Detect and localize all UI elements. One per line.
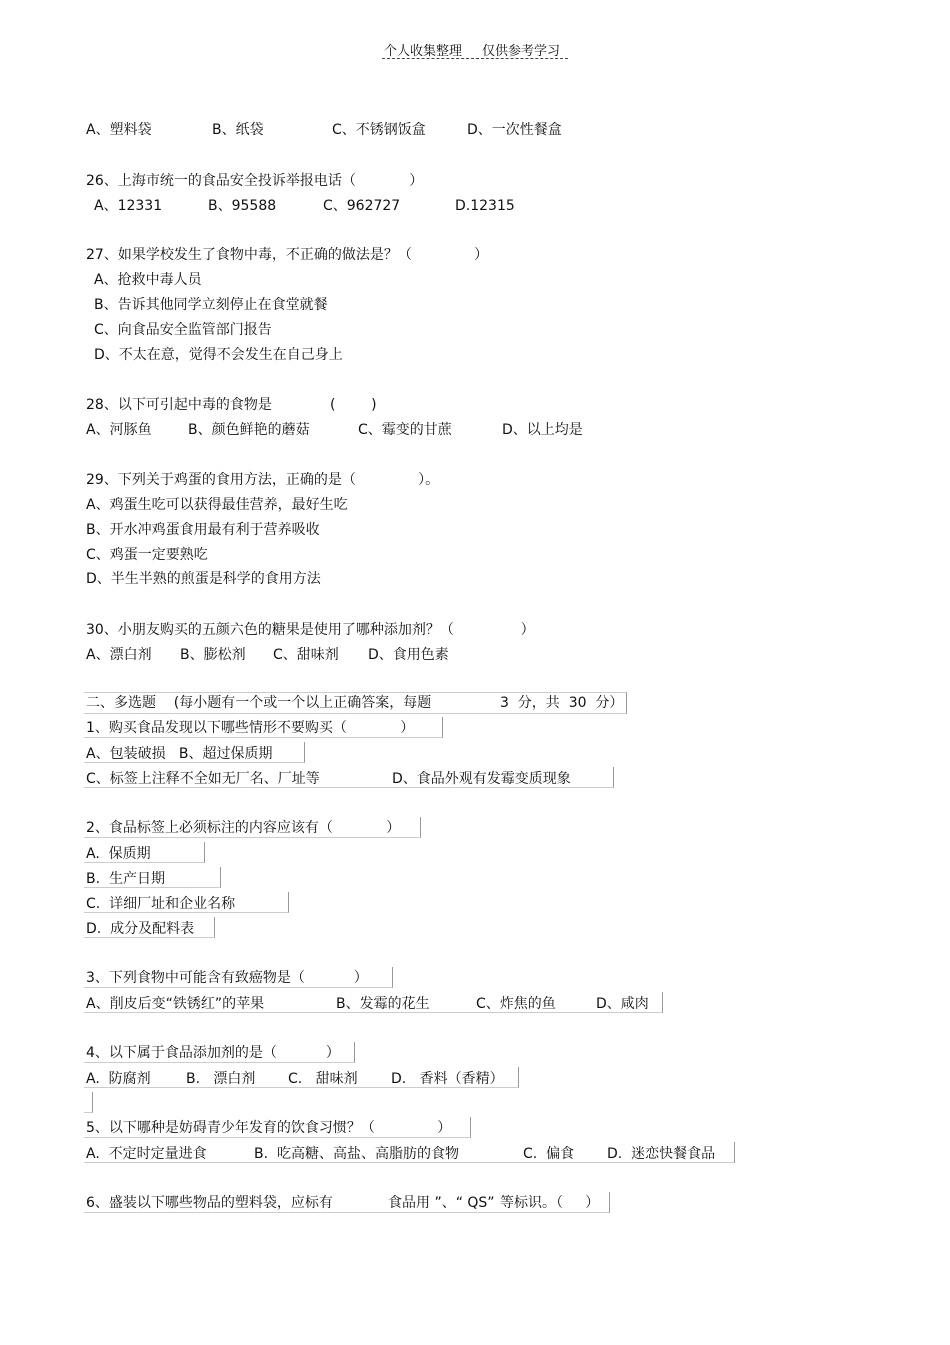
q29-option-d: D、半生半熟的煎蛋是科学的食用方法 [86,571,321,587]
q27-stem: 27、如果学校发生了食物中毒，不正确的做法是？（ ） [86,247,489,263]
q27-option-d: D、不太在意，觉得不会发生在自己身上 [94,347,343,363]
m6-stem: 6、盛装以下哪些物品的塑料袋，应标有 [86,1195,333,1211]
q25-option-c: C、不锈钢饭盒 [332,122,426,138]
page-header [382,40,568,59]
q26-option-a: A、12331 [94,198,163,214]
m2-option-d: D. 成分及配料表 [86,921,195,937]
header-left-text: 个人收集整理 [384,44,463,59]
q25-option-d: D、一次性餐盒 [467,122,562,138]
m4-option-a: A. 防腐剂 [86,1071,151,1087]
m5-option-c: C. 偏食 [523,1146,575,1162]
q28-option-d: D、以上均是 [502,422,583,438]
m5-stem: 5、以下哪种是妨碍青少年发育的饮食习惯？（ ） [86,1120,452,1136]
q30-stem: 30、小朋友购买的五颜六色的糖果是使用了哪种添加剂？（ ） [86,622,535,638]
m4-option-b: B. 漂白剂 [186,1071,256,1087]
q30-option-d: D、食用色素 [368,647,449,663]
m1-option-ab: A、包装破损 B、超过保质期 [86,746,273,762]
m3-option-c: C、炸焦的鱼 [476,996,556,1012]
m2-option-c: C. 详细厂址和企业名称 [86,896,236,912]
q26-stem: 26、上海市统一的食品安全投诉举报电话（ ） [86,173,424,189]
m3-stem: 3、下列食物中可能含有致癌物是（ ） [86,970,368,986]
q28-answer-paren: ( ) [330,397,377,413]
q26-option-d: D.12315 [455,198,515,214]
q30-option-a: A、漂白剂 [86,647,152,663]
m4-stem: 4、以下属于食品添加剂的是（ ） [86,1045,340,1061]
header-right-text: 仅供参考学习 [482,44,561,59]
q29-option-c: C、鸡蛋一定要熟吃 [86,547,208,563]
q27-option-b: B、告诉其他同学立刻停止在食堂就餐 [94,297,328,313]
q30-option-c: C、甜味剂 [273,647,339,663]
m2-option-a: A. 保质期 [86,846,151,862]
q26-option-c: C、962727 [323,198,401,214]
m1-option-c: C、标签上注释不全如无厂名、厂址等 [86,771,320,787]
m4-empty-box [84,1092,93,1113]
q26-option-b: B、95588 [208,198,277,214]
m5-option-d: D. 迷恋快餐食品 [607,1146,716,1162]
section2-score: 3 分，共 30 分） [500,695,624,711]
q29-option-a: A、鸡蛋生吃可以获得最佳营养，最好生吃 [86,497,348,513]
q25-option-a: A、塑料袋 [86,122,152,138]
q29-stem: 29、下列关于鸡蛋的食用方法，正确的是（ ）。 [86,472,440,488]
m1-option-d: D、食品外观有发霉变质现象 [392,771,571,787]
m6-stem-tail: 等标识。（ ） [500,1195,600,1211]
q27-option-c: C、向食品安全监管部门报告 [94,322,272,338]
m6-stem-middle: 食品用 ”、“ QS” [388,1195,495,1211]
q28-option-a: A、河豚鱼 [86,422,152,438]
m5-option-b: B. 吃高糖、高盐、高脂肪的食物 [254,1146,459,1162]
section2-title: 二、多选题 (每小题有一个或一个以上正确答案，每题 [86,695,432,711]
q30-option-b: B、膨松剂 [180,647,246,663]
q29-option-b: B、开水冲鸡蛋食用最有利于营养吸收 [86,522,320,538]
q25-option-b: B、纸袋 [212,122,264,138]
m4-option-c: C. 甜味剂 [288,1071,358,1087]
m5-option-a: A. 不定时定量进食 [86,1146,207,1162]
q27-option-a: A、抢救中毒人员 [94,272,202,288]
q28-stem: 28、以下可引起中毒的食物是 [86,397,272,413]
q28-option-b: B、颜色鲜艳的蘑菇 [188,422,310,438]
m3-option-a: A、削皮后变“铁锈红”的苹果 [86,996,265,1012]
m4-option-d: D. 香料（香精） [391,1071,504,1087]
m3-option-d: D、咸肉 [596,996,649,1012]
m1-stem: 1、购买食品发现以下哪些情形不要购买（ ） [86,720,415,736]
m3-option-b: B、发霉的花生 [336,996,430,1012]
m2-option-b: B. 生产日期 [86,871,165,887]
q28-option-c: C、霉变的甘蔗 [358,422,452,438]
m2-stem: 2、食品标签上必须标注的内容应该有（ ） [86,820,401,836]
